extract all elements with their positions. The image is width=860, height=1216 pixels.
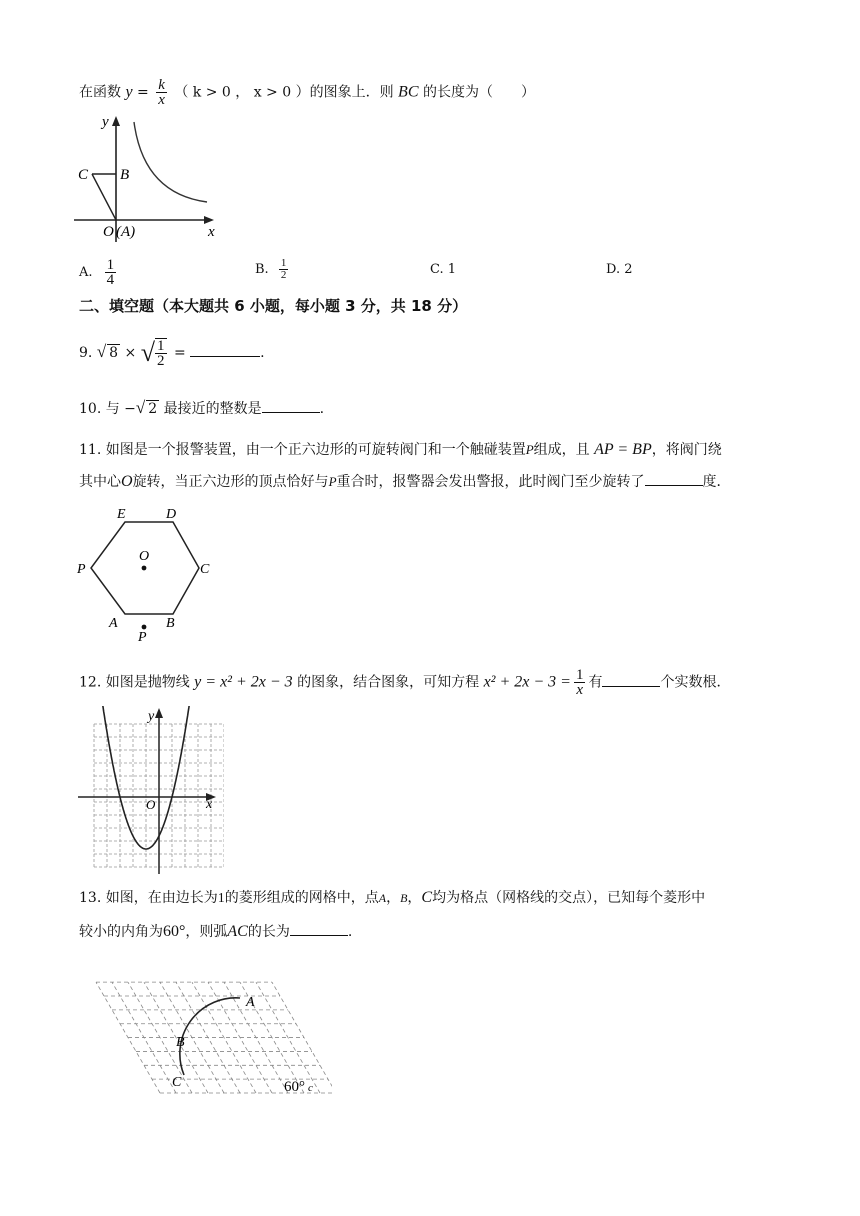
q13-end: .	[347, 924, 353, 940]
q11-text-f: 重合时，报警器会发出警报，此时阀门至少旋转了	[336, 474, 645, 490]
q8-option-a[interactable]	[79, 258, 119, 287]
q13-label-corner: c	[308, 1082, 313, 1094]
q12-label-o: O	[146, 797, 156, 812]
q11-label-e: E	[117, 507, 126, 522]
q13-text-d: 较小的内角为	[79, 924, 163, 940]
q11-label-a: A	[109, 616, 118, 631]
q8-eq-equals: =	[132, 84, 154, 101]
q10-minus: −	[124, 401, 136, 417]
q12-figure	[74, 706, 224, 876]
q8-label-x: x	[208, 224, 215, 240]
q11-answer-blank[interactable]	[645, 471, 703, 486]
q9-number: 9.	[79, 345, 93, 361]
q11-line2	[79, 471, 731, 492]
q13-text-c: 均为格点（网格线的交点），已知每个菱形中	[432, 890, 706, 906]
q8-option-a-den: 4	[106, 272, 115, 288]
q9	[79, 338, 265, 368]
q11-label-o: O	[139, 549, 150, 564]
q8-option-a-fraction	[105, 258, 117, 287]
q9-frac-den: 2	[157, 353, 165, 369]
q8-option-c[interactable]: C. 1	[430, 262, 457, 277]
q8-label-b: B	[120, 167, 130, 183]
q11-text-d: 其中心	[79, 474, 121, 490]
q13-c: C	[421, 889, 433, 906]
q13-label-b: B	[176, 1035, 185, 1050]
q10-end: .	[319, 401, 325, 417]
q12-curve-eq: y = x² + 2x − 3	[194, 673, 293, 691]
q8-segment-co	[92, 174, 116, 220]
q12-eq-lhs: x² + 2x − 3 =	[483, 673, 571, 691]
q12-y-arrow-icon	[155, 708, 163, 718]
q11-p2: P	[328, 474, 337, 489]
q9-sqrt-sign-icon: √	[96, 342, 107, 361]
q11-p: P	[525, 442, 534, 457]
q13-angle: 60°	[163, 923, 186, 940]
q8-segment-bc: BC	[398, 83, 419, 101]
q8-figure	[72, 112, 232, 247]
q8-hyperbola	[134, 122, 207, 202]
q11-label-d: D	[166, 507, 177, 522]
q10-prefix: 10. 与	[79, 401, 120, 417]
q8-label-o: O	[103, 224, 114, 240]
q13-label-a: A	[246, 995, 255, 1010]
q10-suffix: 最接近的整数是	[163, 401, 262, 417]
q13-grid	[96, 982, 332, 1093]
q8-y-arrow-icon	[112, 116, 120, 126]
q8-frac-den: x	[158, 92, 165, 108]
q12-label-x: x	[206, 797, 213, 812]
q11-center-dot	[142, 566, 147, 571]
q8-stem-end: 的长度为（ ）	[422, 84, 535, 101]
q8-option-b-den: 2	[280, 269, 287, 281]
q11-label-c: C	[200, 562, 210, 577]
q8-option-a-letter: A.	[79, 265, 93, 280]
q9-end: .	[260, 345, 265, 361]
q12-prefix: 12. 如图是抛物线	[79, 674, 190, 691]
q11-eq: AP = BP	[594, 441, 652, 458]
q8-fraction	[156, 78, 167, 107]
q13-sep1: ，	[386, 890, 401, 906]
q11-text-c: ，将阀门绕	[651, 442, 722, 458]
section-heading: 二、填空题（本大题共 6 小题，每小题 3 分，共 18 分）	[79, 297, 468, 315]
q8-label-y: y	[102, 114, 109, 130]
q8-stem-text: 在函数	[79, 84, 121, 101]
q13-label-angle: 60°	[284, 1079, 305, 1095]
q8-option-a-num: 1	[106, 257, 115, 273]
q8-stem	[79, 78, 535, 107]
q11-text-a: 11. 如图是一个报警装置，由一个正六边形的可旋转阀门和一个触碰装置	[79, 442, 526, 458]
q8-condition: （ k > 0 ， x > 0 ）的图象上．则	[174, 84, 394, 101]
q8-option-b-letter: B.	[255, 262, 269, 277]
q12	[79, 668, 730, 697]
q9-times: ×	[124, 345, 137, 361]
q8-option-b[interactable]	[255, 258, 291, 281]
q13-line2	[79, 921, 352, 942]
q8-option-b-fraction	[279, 258, 289, 281]
q13-line1	[79, 888, 705, 909]
q8-label-a: (A)	[116, 224, 136, 240]
q11-p-dot	[142, 625, 147, 630]
q11-text-g: 度．	[702, 474, 731, 490]
q12-mid: 的图象，结合图象，可知方程	[297, 674, 480, 691]
q8-option-d[interactable]: D. 2	[606, 262, 633, 277]
q10-radicand: 2	[148, 401, 158, 417]
q11-label-b: B	[166, 616, 175, 631]
q9-answer-blank[interactable]	[190, 342, 260, 357]
q11-label-p-bottom: P	[138, 630, 147, 643]
q9-fraction	[155, 338, 167, 368]
q8-x-arrow-icon	[204, 216, 214, 224]
q13-label-c: C	[172, 1075, 182, 1090]
q8-frac-num: k	[158, 77, 165, 93]
q11-text-e: 旋转，当正六边形的顶点恰好与	[132, 474, 329, 490]
q11-o: O	[121, 473, 133, 490]
q10-answer-blank[interactable]	[262, 398, 320, 413]
q8-eq-y: y	[125, 83, 133, 101]
q12-suffix-a: 有	[588, 674, 603, 691]
q11-figure	[72, 503, 222, 643]
q12-suffix-b: 个实数根．	[660, 674, 731, 691]
q13-arc-name: AC	[227, 923, 248, 940]
q9-equals: =	[173, 345, 186, 361]
q13-text-f: 的长为	[247, 924, 290, 940]
q13-a: A	[378, 891, 387, 905]
q8-label-c: C	[78, 167, 89, 183]
q11-text-b: 组成，且	[533, 442, 590, 458]
q13-text-b: 的菱形组成的网格中，点	[224, 890, 379, 906]
q12-label-y: y	[148, 709, 155, 724]
q13-grid-line	[256, 982, 320, 1093]
q13-one: 1	[217, 891, 225, 906]
q9-frac-num: 1	[157, 338, 165, 354]
q11-label-p-left: P	[77, 562, 86, 577]
q13-text-a: 13. 如图，在由边长为	[79, 890, 218, 906]
q13-figure	[72, 953, 332, 1098]
q13-answer-blank[interactable]	[290, 921, 348, 936]
q11-line1	[79, 440, 722, 460]
q12-answer-blank[interactable]	[602, 672, 660, 687]
q13-arc	[180, 998, 240, 1075]
q9-sqrt-sign-2-icon: √	[140, 338, 155, 367]
q8-option-b-num: 1	[280, 257, 287, 269]
q12-parabola	[101, 706, 191, 849]
q13-text-e: ，则弧	[185, 924, 228, 940]
q13-grid-line	[272, 982, 332, 1093]
q12-frac-den: x	[576, 682, 584, 698]
q13-sep2: ，	[407, 890, 422, 906]
q12-frac-num: 1	[575, 667, 584, 683]
q10	[79, 398, 324, 419]
q10-sqrt-sign-icon: √	[135, 398, 146, 417]
q13-b: B	[400, 891, 408, 905]
q12-fraction	[574, 668, 586, 697]
q9-radicand: 8	[109, 345, 119, 361]
